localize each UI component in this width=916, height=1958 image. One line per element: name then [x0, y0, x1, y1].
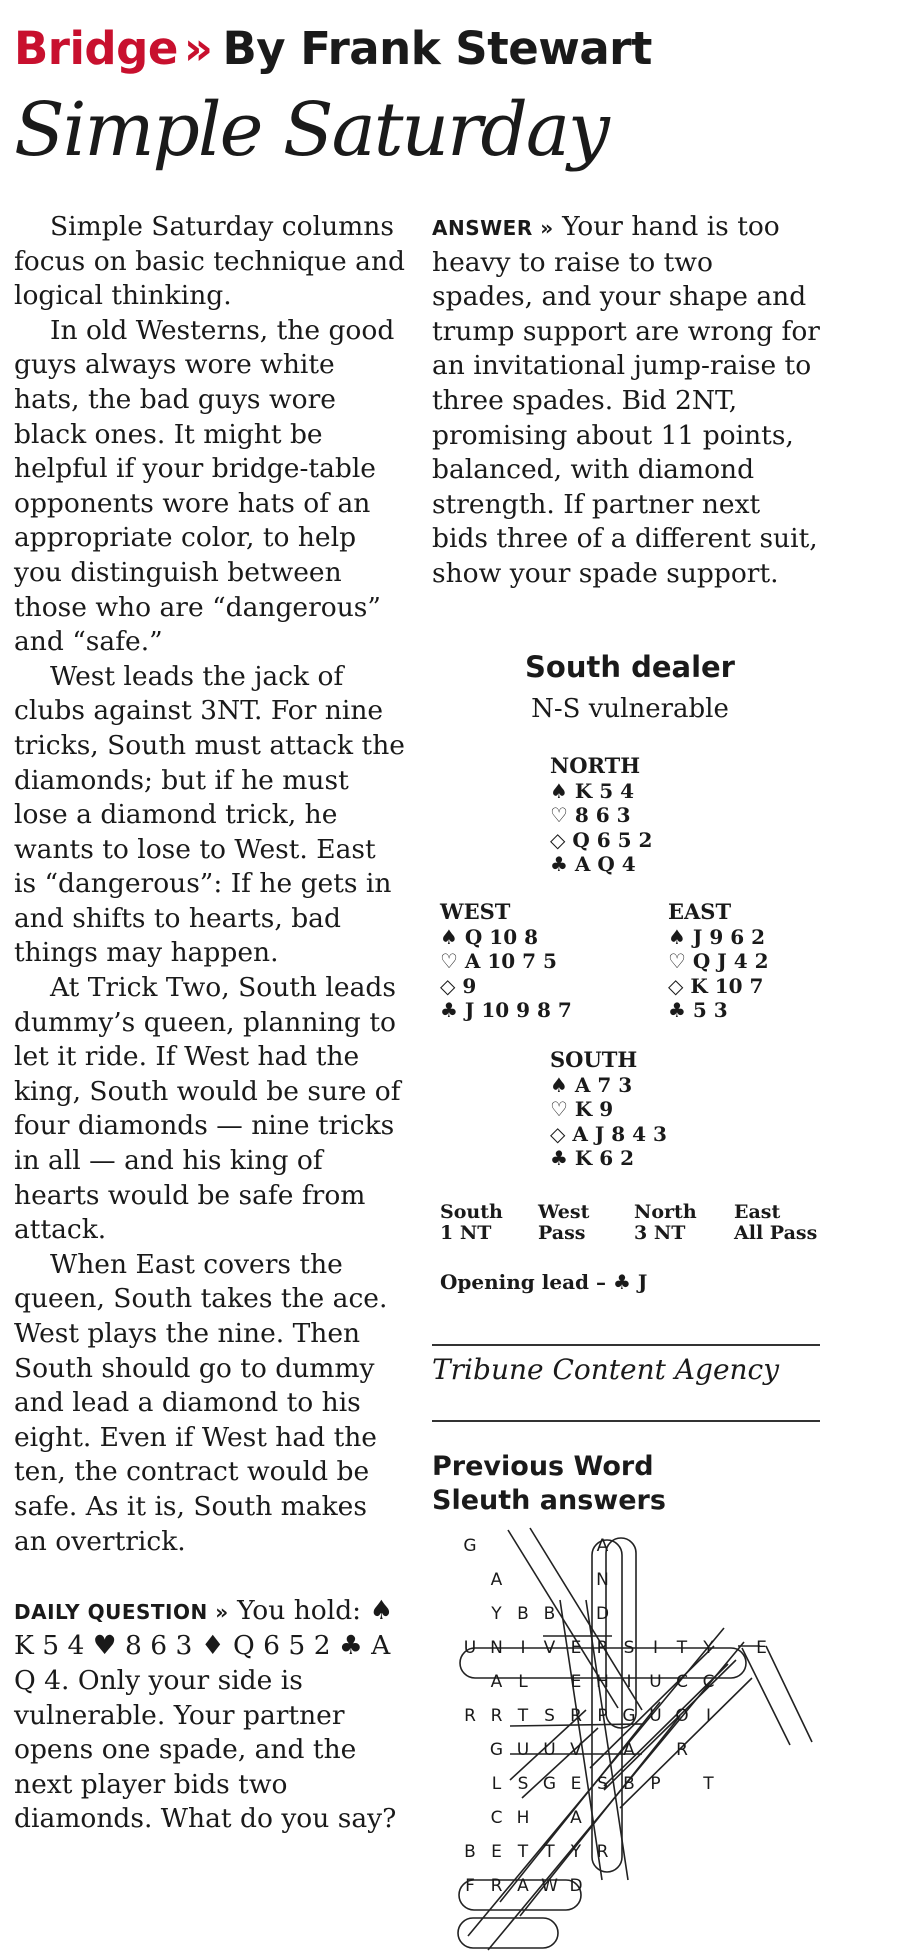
article-paragraph: In old Westerns, the good guys always wore white hats, the bad guys wore black ones. It might be helpful if your bridge-table opponents wore hats of an appropriate color, to help you distinguish between those who are “dangerous” and “safe.”	[14, 314, 395, 658]
word-sleuth-letter: R	[464, 1706, 476, 1726]
article-column	[14, 210, 406, 1837]
word-sleuth-letter: B	[517, 1604, 529, 1624]
hand-west	[440, 900, 572, 1023]
word-sleuth-letter: L	[491, 1774, 502, 1794]
word-sleuth-letter: R	[490, 1876, 503, 1896]
word-sleuth-letter: Y	[491, 1604, 502, 1624]
word-sleuth-letter: E	[491, 1842, 502, 1862]
word-sleuth-letter: R	[596, 1842, 609, 1862]
article-paragraph: When East covers the queen, South takes the ace. West plays the nine. Then South should go to dummy and lead a diamond to his eight. Even if West had the ten, the contract would be safe. As it is, South makes an overtrick.	[14, 1248, 388, 1557]
spades-holding: ♠ K 5 4	[550, 778, 635, 803]
word-sleuth-letter: G	[542, 1774, 557, 1794]
auction-seat: East	[734, 1201, 781, 1223]
word-sleuth-letter: T	[517, 1706, 529, 1726]
word-sleuth-letter: A	[623, 1740, 635, 1760]
auction-call: 1 NT	[440, 1222, 492, 1244]
word-sleuth-letter: Y	[703, 1638, 714, 1658]
word-sleuth-letter: T	[703, 1774, 714, 1794]
auction-seat: North	[634, 1201, 697, 1223]
opening-lead: Opening lead – ♣ J	[440, 1270, 648, 1294]
clubs-holding: ♣ 5 3	[668, 998, 728, 1022]
word-sleuth-letter: R	[570, 1706, 582, 1726]
word-sleuth-letter: R	[490, 1706, 503, 1726]
divider	[432, 1420, 820, 1422]
daily-question-label: DAILY QUESTION »	[14, 1599, 229, 1624]
clubs-holding: ♣ A Q 4	[550, 852, 636, 876]
word-sleuth-letter: H	[596, 1672, 609, 1692]
word-sleuth-letter: B	[464, 1842, 476, 1862]
word-sleuth-letter: C	[702, 1672, 715, 1692]
hand-label: WEST	[440, 899, 511, 924]
answer-text: Your hand is too heavy to raise to two spades, and your shape and trump support are wrong for an invitational jump-raise to three spades. Bid 2NT, promising about 11 points, balanced, with diamond strength. If partner next bids three of a different suit, show your spade support.	[432, 211, 820, 589]
section-name: Bridge	[14, 22, 178, 75]
word-sleuth-letter: G	[622, 1706, 636, 1726]
clubs-holding: ♣ J 10 9 8 7	[440, 998, 572, 1022]
auction-seat: West	[538, 1201, 590, 1223]
word-sleuth-letter: L	[518, 1672, 528, 1692]
diamonds-holding: ◇ 9	[440, 973, 477, 998]
hand-south	[550, 1048, 667, 1171]
word-sleuth-letter: N	[490, 1638, 503, 1658]
diamonds-holding: ◇ Q 6 5 2	[550, 827, 653, 852]
word-sleuth-letter: A	[517, 1876, 529, 1896]
word-sleuth-letter: Y	[570, 1842, 582, 1862]
word-sleuth-letter: E	[756, 1638, 767, 1658]
word-sleuth-letter: W	[541, 1876, 558, 1896]
auction-column	[440, 1202, 503, 1244]
word-sleuth-letter: B	[543, 1604, 556, 1624]
auction-call: All Pass	[734, 1222, 818, 1244]
word-sleuth-letter: S	[544, 1706, 555, 1726]
auction-column	[634, 1202, 697, 1244]
word-sleuth-letter: D	[595, 1604, 610, 1624]
word-sleuth-letter: C	[676, 1672, 688, 1692]
word-sleuth-letter: A	[490, 1570, 503, 1590]
hearts-holding: ♡ Q J 4 2	[668, 949, 769, 973]
word-sleuth-letter: C	[490, 1808, 503, 1828]
vulnerability: N-S vulnerable	[531, 694, 729, 724]
auction-call: 3 NT	[634, 1222, 686, 1244]
hearts-holding: ♡ 8 6 3	[550, 803, 631, 827]
word-sleuth-letter: T	[544, 1842, 555, 1862]
word-sleuth-letter: G	[489, 1740, 504, 1760]
hearts-holding: ♡ A 10 7 5	[440, 949, 557, 973]
word-sleuth-letter: E	[570, 1774, 582, 1794]
word-sleuth-letter: T	[517, 1842, 529, 1862]
hand-label: SOUTH	[550, 1047, 638, 1072]
word-sleuth-letter: O	[675, 1706, 689, 1726]
word-sleuth-letter: A	[596, 1536, 609, 1556]
byline: By Frank Stewart	[222, 22, 652, 75]
headline: Simple Saturday	[14, 87, 608, 173]
word-sleuth-letter: H	[516, 1808, 530, 1828]
word-sleuth-letter: F	[465, 1876, 475, 1896]
spades-holding: ♠ J 9 6 2	[668, 924, 765, 949]
word-sleuth-letter: T	[676, 1638, 688, 1658]
article-paragraph: At Trick Two, South leads dummy’s queen, planning to let it ride. If West had the king, South would be sure of four diamonds — nine tricks in all — and his king of hearts would be safe from attack.	[14, 972, 401, 1246]
word-sleuth-letter: A	[490, 1672, 503, 1692]
hand-north	[550, 754, 652, 877]
hearts-holding: ♡ K 9	[550, 1097, 614, 1121]
auction-column	[538, 1202, 589, 1244]
hand-east	[668, 900, 769, 1023]
auction-call: Pass	[538, 1222, 586, 1244]
word-sleuth-letter: S	[517, 1774, 529, 1794]
word-sleuth-letter: R	[676, 1740, 688, 1760]
daily-question	[14, 1594, 406, 1837]
bridge-deal-diagram	[440, 650, 860, 1294]
article-paragraph: West leads the jack of clubs against 3NT. For nine tricks, South must attack the diamonds; but if he must lose a diamond trick, he wants to lose to West. East is “dangerous”: If he gets in and shifts to hearts, bad things may happen.	[14, 660, 405, 969]
answer-block	[432, 210, 822, 592]
word-sleuth-letter: D	[569, 1876, 583, 1896]
word-sleuth-letter: S	[623, 1638, 635, 1658]
section-separator: »	[183, 22, 213, 75]
word-sleuth-letter: U	[649, 1672, 662, 1692]
word-sleuth-letter: B	[623, 1774, 635, 1794]
word-sleuth-letter: N	[596, 1570, 609, 1590]
word-sleuth-letter: S	[597, 1774, 608, 1794]
answer-column	[432, 210, 822, 592]
spades-holding: ♠ A 7 3	[550, 1072, 633, 1097]
word-sleuth-letter: V	[543, 1638, 556, 1658]
answer-label: ANSWER »	[432, 216, 554, 240]
hand-label: NORTH	[550, 753, 641, 778]
word-sleuth-letter: R	[596, 1638, 609, 1658]
word-sleuth-letter: I	[626, 1672, 632, 1692]
word-sleuth-letter: V	[570, 1740, 582, 1760]
word-sleuth-letter: U	[543, 1740, 556, 1760]
hand-label: EAST	[668, 899, 732, 924]
word-sleuth-letter: I	[520, 1638, 526, 1658]
article-paragraph: Simple Saturday columns focus on basic technique and logical thinking.	[14, 211, 405, 312]
word-sleuth-letter: U	[649, 1706, 662, 1726]
auction-seat: South	[440, 1201, 503, 1223]
clubs-holding: ♣ K 6 2	[550, 1146, 635, 1170]
diamonds-holding: ◇ K 10 7	[668, 973, 764, 998]
section-kicker	[14, 18, 904, 80]
daily-question-text: You hold: ♠ K 5 4 ♥ 8 6 3 ♦ Q 6 5 2 ♣ A Q 4. Only your side is vulnerable. Your partner opens one spade, and the next player bids two diamonds. What do you say?	[14, 1594, 397, 1835]
divider	[432, 1344, 820, 1346]
credit-line: Tribune Content Agency	[432, 1353, 780, 1386]
word-sleuth-letter: U	[463, 1638, 477, 1658]
word-sleuth-letter: U	[516, 1740, 530, 1760]
page-header	[14, 18, 904, 178]
word-sleuth-letter: A	[570, 1808, 582, 1828]
word-sleuth-letter: P	[650, 1774, 661, 1794]
word-sleuth-letter: I	[652, 1638, 658, 1658]
diamonds-holding: ◇ A J 8 4 3	[550, 1121, 667, 1146]
dealer-heading: South dealer	[525, 650, 735, 684]
word-sleuth-letter: P	[597, 1706, 608, 1726]
word-sleuth-title: Previous Word Sleuth answers	[432, 1451, 666, 1516]
word-sleuth-letter: G	[463, 1536, 477, 1556]
word-sleuth-letter: I	[705, 1706, 711, 1726]
word-sleuth-letter: E	[570, 1638, 582, 1658]
auction-column	[734, 1202, 817, 1244]
article-body	[14, 210, 406, 1559]
spades-holding: ♠ Q 10 8	[440, 924, 538, 949]
word-sleuth-letter: E	[570, 1672, 582, 1692]
